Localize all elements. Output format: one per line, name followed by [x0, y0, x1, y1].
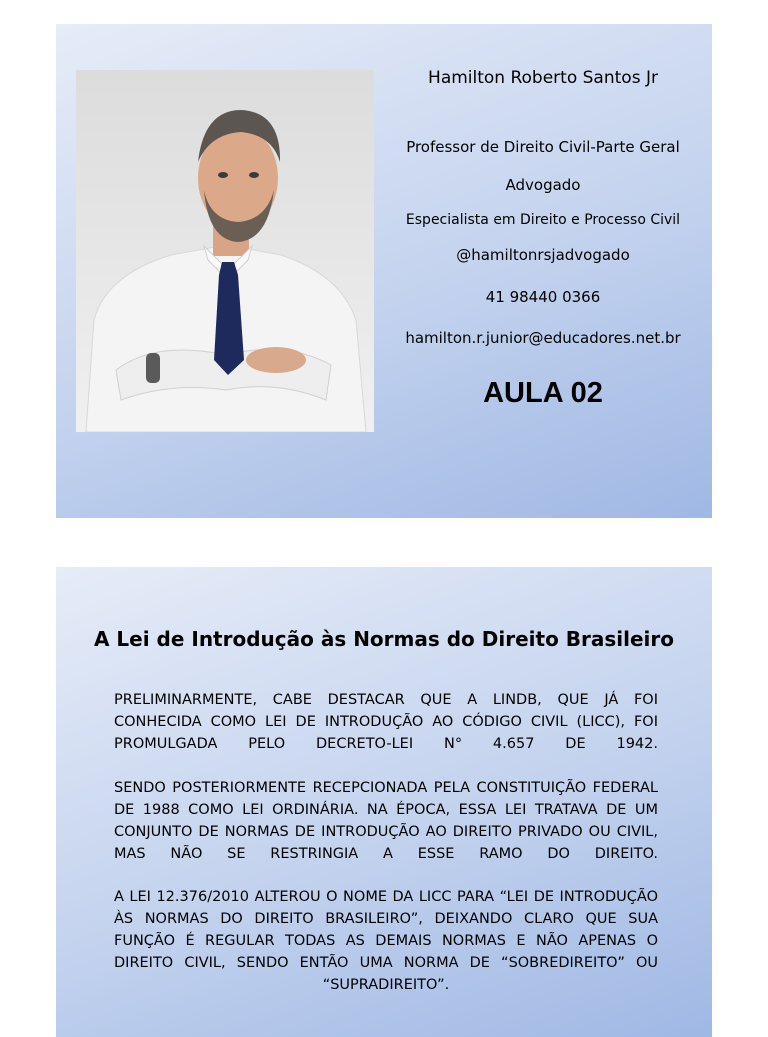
- profile-slide: [56, 24, 712, 518]
- profile-instagram: @hamiltonrsjadvogado: [456, 246, 630, 264]
- paragraph: SENDO POSTERIORMENTE RECEPCIONADA PELA CONSTITUIÇÃO FEDERAL DE 1988 COMO LEI ORDINÁRIA. NA ÉPOCA, ESSA LEI TRATAVA DE UM CONJUNTO DE NORMAS DE INTRODUÇÃO AO DIREITO PRIVADO OU CIVIL, MAS NÃO SE RESTRINGIA A ESSE RAMO DO DIREITO.: [114, 780, 658, 862]
- paragraph: A LEI 12.376/2010 ALTEROU O NOME DA LICC PARA “LEI DE INTRODUÇÃO ÀS NORMAS DO DIREITO BRASILEIRO”, DEIXANDO CLARO QUE SUA FUNÇÃO É REGULAR TODAS AS DEMAIS NORMAS E NÃO APENAS O DIREITO CIVIL, SENDO ENTÃO UMA NORMA DE “SOBREDIREITO” OU “SUPRADIREITO”.: [114, 889, 658, 993]
- profile-phone: 41 98440 0366: [485, 288, 601, 306]
- document-title: A Lei de Introdução às Normas do Direito Brasileiro: [93, 627, 675, 651]
- lesson-label: AULA 02: [483, 377, 603, 409]
- portrait-illustration: [76, 70, 374, 432]
- profile-photo: [76, 70, 374, 432]
- content-slide: [56, 567, 712, 1037]
- paragraph: PRELIMINARMENTE, CABE DESTACAR QUE A LINDB, QUE JÁ FOI CONHECIDA COMO LEI DE INTRODUÇÃO AO CÓDIGO CIVIL (LICC), FOI PROMULGADA PELO DECRETO-LEI N° 4.657 DE 1942.: [114, 692, 658, 752]
- profile-specialty: Especialista em Direito e Processo Civil: [405, 212, 681, 228]
- profile-name: Hamilton Roberto Santos Jr: [428, 68, 658, 88]
- profile-role: Professor de Direito Civil-Parte Geral: [406, 138, 680, 156]
- profile-email: hamilton.r.junior@educadores.net.br: [405, 329, 681, 347]
- profile-title: Advogado: [505, 176, 581, 194]
